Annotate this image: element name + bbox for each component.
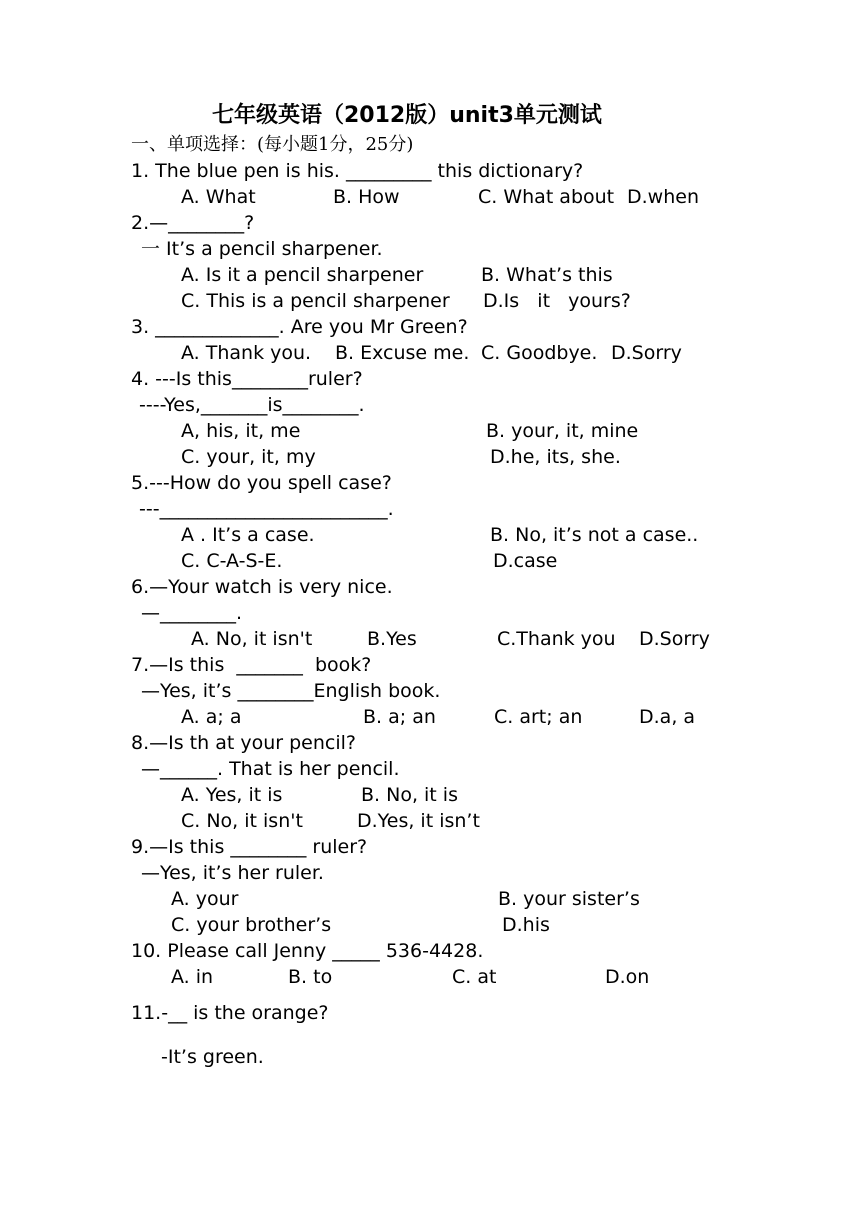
q10-option-d: D.on [605,966,650,988]
q10-option-c: C. at [452,966,497,988]
q6-option-b: B.Yes [367,628,417,650]
q4-option-c: C. your, it, my [181,446,316,468]
question-2-stem: 2.—________? [131,212,255,234]
q2-option-a: A. Is it a pencil sharpener [181,264,424,286]
question-9-response: —Yes, it’s her ruler. [141,862,324,884]
q1-option-d: D.when [627,186,699,208]
q1-option-a: A. What [181,186,256,208]
q5-option-b: B. No, it’s not a case.. [490,524,699,546]
q3-option-a: A. Thank you. [181,342,312,364]
q8-option-d: D.Yes, it isn’t [357,810,480,832]
q4-option-b: B. your, it, mine [486,420,639,442]
question-2-response: 一 It’s a pencil sharpener. [141,238,383,260]
q8-option-a: A. Yes, it is [181,784,283,806]
q2-option-b: B. What’s this [481,264,613,286]
question-1-stem: 1. The blue pen is his. _________ this dictionary? [131,160,584,182]
q9-option-b: B. your sister’s [498,888,640,910]
q5-option-d: D.case [493,550,558,572]
question-11-stem: 11.-__ is the orange? [131,1002,329,1024]
q6-option-a: A. No, it isn't [191,628,313,650]
question-6-stem: 6.—Your watch is very nice. [131,576,393,598]
question-8-response: —______. That is her pencil. [141,758,400,780]
q1-option-b: B. How [333,186,400,208]
question-8-stem: 8.—Is th at your pencil? [131,732,356,754]
q2-option-d: D.Is it yours? [483,290,631,312]
q10-option-a: A. in [171,966,214,988]
question-11-response: -It’s green. [161,1046,264,1068]
q8-option-b: B. No, it is [361,784,458,806]
q9-option-c: C. your brother’s [171,914,332,936]
question-7-stem: 7.—Is this _______ book? [131,654,372,676]
question-4-response: ----Yes,_______is________. [139,394,365,416]
q7-option-a: A. a; a [181,706,242,728]
question-5-stem: 5.---How do you spell case? [131,472,392,494]
q6-option-c: C.Thank you [497,628,616,650]
question-6-response: —________. [141,602,243,624]
question-3-stem: 3. _____________. Are you Mr Green? [131,316,468,338]
q9-option-d: D.his [502,914,550,936]
question-4-stem: 4. ---Is this________ruler? [131,368,363,390]
section-heading: 一、单项选择：(每小题1分，25分) [131,134,414,155]
q5-option-a: A . It’s a case. [181,524,315,546]
q6-option-d: D.Sorry [639,628,710,650]
q4-option-a: A, his, it, me [181,420,301,442]
question-7-response: —Yes, it’s ________English book. [141,680,441,702]
q8-option-c: C. No, it isn't [181,810,303,832]
q7-option-b: B. a; an [363,706,436,728]
q5-option-c: C. C-A-S-E. [181,550,283,572]
q3-option-c: C. Goodbye. [481,342,598,364]
q4-option-d: D.he, its, she. [490,446,621,468]
q1-option-c: C. What about [478,186,615,208]
q7-option-c: C. art; an [494,706,583,728]
question-9-stem: 9.—Is this ________ ruler? [131,836,368,858]
q2-option-c: C. This is a pencil sharpener [181,290,450,312]
q10-option-b: B. to [288,966,333,988]
q9-option-a: A. your [171,888,239,910]
question-5-response: ---________________________. [139,498,394,520]
question-10-stem: 10. Please call Jenny _____ 536-4428. [131,940,484,962]
page-title: 七年级英语（2012版）unit3单元测试 [212,103,602,128]
q3-option-d: D.Sorry [611,342,682,364]
q7-option-d: D.a, a [639,706,696,728]
q3-option-b: B. Excuse me. [335,342,470,364]
